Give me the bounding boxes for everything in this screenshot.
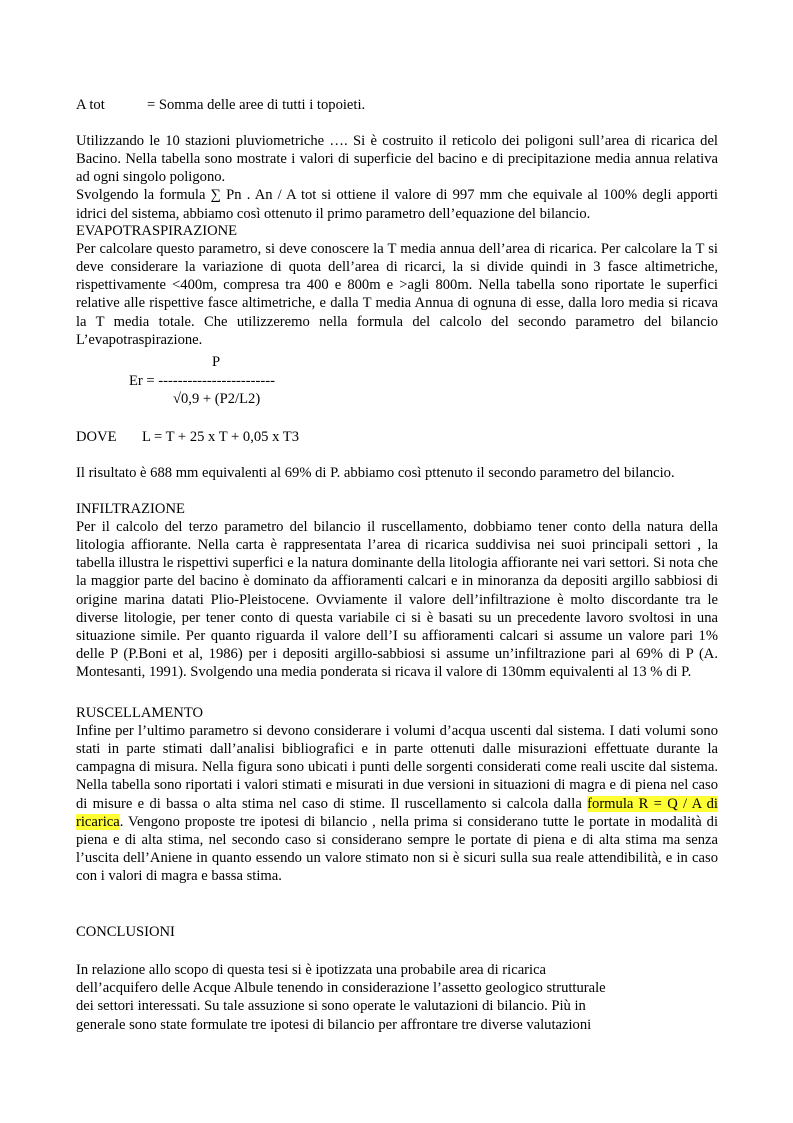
conclusioni-line: generale sono state formulate tre ipotesi di bilancio per affrontare tre diverse valutazioni <box>76 1016 592 1033</box>
atot-term: A tot <box>76 97 105 113</box>
paragraph-poligoni <box>76 132 718 223</box>
paragraph-infiltrazione-text: Per il calcolo del terzo parametro del bilancio il ruscellamento, dobbiamo tener conto della natura della litologia affiorante. Nella carta è rappresentata l’area di ricarica suddivisa nei suoi principali settori , la tabella illustra le rispettivi superfici e la natura dominante della litologia affiorante nei vari settori. Si nota che la maggior parte del bacino è dominato da affioramenti calcari e in minoranza da depositi argillo sabbiosi di origine marina datati Plio-Pleistocene. Ovviamente il valore dell’infiltrazione è molto discordante tra le diverse litologie, per tener conto di questa variabile ci si è basati su un precedente lavoro svoltosi in una situazione simile. Per quanto riguarda il valore dell’I su affioramenti calcari si assume un valore pari 1% delle P (P.Boni et al, 1986) per i depositi argillo-sabbiosi si assume un’infiltrazione pari al 69% di P (A. Montesanti, 1991). Svolgendo una media ponderata si ricava il valore di 130mm equivalenti al 13 % di P. <box>76 519 718 681</box>
dove-label: DOVE <box>76 429 117 445</box>
paragraph-ruscellamento-text <box>76 722 718 885</box>
heading-ruscellamento: RUSCELLAMENTO <box>76 705 204 721</box>
formula-lhs: Er = ------------------------ <box>129 373 275 389</box>
highlighted-formula: formula R = Q / A di ricarica <box>76 795 718 830</box>
paragraph-conclusioni <box>76 961 716 1034</box>
rusc-text-before: Infine per l’ultimo parametro si devono considerare i volumi d’acqua uscenti dal sistema. I dati volumi sono stati in parte stimati dall’analisi bibliografici e in parte ottenuti dalle misurazioni effettuate durante la campagna di misura. Nella figura sono ubicati i punti delle sorgenti considerati come reali uscite dal sistema. Nella tabella sono riportati i valori stimati e misurati in due versioni in situazioni di magra e di piena nel caso di misure e di bassa o alta stima nel caso di stime. Il ruscellamento si calcola dalla <box>76 723 718 812</box>
paragraph-evapotraspirazione <box>76 240 718 349</box>
conclusioni-line: In relazione allo scopo di questa tesi si è ipotizzata una probabile area di ricarica <box>76 962 547 978</box>
heading-infiltrazione: INFILTRAZIONE <box>76 501 185 517</box>
paragraph-stazioni: Utilizzando le 10 stazioni pluviometriche …. Si è costruito il reticolo dei poligoni sull’area di ricarica del Bacino. Nella tabella sono mostrate i valori di superficie del bacino e di precipitazione media annua relativa ad ogni singolo poligono. <box>76 133 718 186</box>
heading-conclusioni: CONCLUSIONI <box>76 924 175 940</box>
formula-numerator: P <box>212 354 221 370</box>
paragraph-evapo-text: Per calcolare questo parametro, si deve conoscere la T media annua dell’area di ricarica. Per calcolare la T si deve considerare la variazione di quota dell’area di ricarci, la si divide quindi in 3 fasce altimetriche, rispettivamente <400m, compresa tra 400 e 800m e >agli 800m. Nella tabella sono riportate le superfici relative alle rispettive fasce altimetriche, e dalla T media Annua di ognuna di esse, dalla loro media si ricava la T media totale. Che utilizzeremo nella formula del calcolo del secondo parametro del bilancio L’evapotraspirazione. <box>76 241 718 348</box>
heading-evapotraspirazione: EVAPOTRASPIRAZIONE <box>76 223 238 239</box>
paragraph-formula-somma: Svolgendo la formula ∑ Pn . An / A tot si ottiene il valore di 997 mm che equivale al 100% degli apporti idrici del sistema, abbiamo così ottenuto il primo parametro dell’equazione del bilancio. <box>76 187 718 222</box>
conclusioni-line: dei settori interessati. Su tale assuzione si sono operate le valutazioni di bilancio. Più in <box>76 998 586 1015</box>
rusc-text-after: . Vengono proposte tre ipotesi di bilancio , nella prima si considerano tutte le portate in modalità di piena e di alta stima, nel secondo caso si considerano sempre le portate di piena e di alta stima ma senza l’uscita dell’Aniene in quanto essendo un valore stimato non si è sicuri sulla sua reale attendibilità, e in caso con i valori di magra e bassa stima. <box>76 813 718 885</box>
conclusioni-line: dell’acquifero delle Acque Albule tenendo in considerazione l’assetto geologico strutturale <box>76 980 606 997</box>
formula-denominator: √0,9 + (P2/L2) <box>173 391 261 407</box>
paragraph-risultato <box>76 464 718 482</box>
paragraph-risultato-text: Il risultato è 688 mm equivalenti al 69% di P. abbiamo così pttenuto il secondo parametro del bilancio. <box>76 465 675 481</box>
paragraph-infiltrazione <box>76 518 718 681</box>
paragraph-ruscellamento <box>76 722 718 885</box>
atot-definition: = Somma delle aree di tutti i topoieti. <box>147 97 366 113</box>
dove-expression: L = T + 25 x T + 0,05 x T3 <box>142 429 299 445</box>
